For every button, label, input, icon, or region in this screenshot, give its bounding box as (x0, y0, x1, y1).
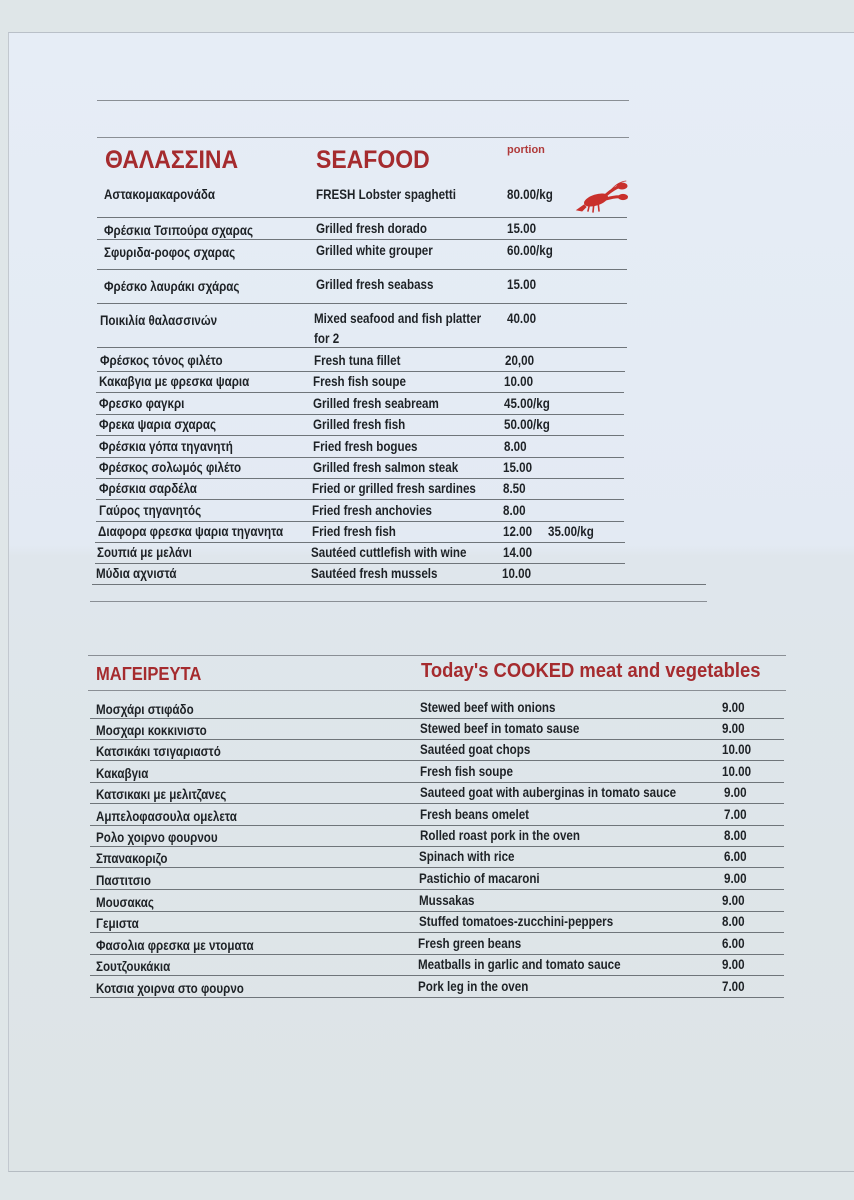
dish-english: Meatballs in garlic and tomato sauce (418, 957, 621, 972)
list-item (0, 763, 854, 783)
dish-price: 9.00 (722, 721, 745, 736)
dish-greek: Φασολια φρεσκα με ντοματα (96, 938, 254, 953)
dish-english: Fried fresh bogues (313, 439, 418, 454)
list-item (0, 276, 854, 304)
dish-price: 20,00 (505, 353, 535, 368)
list-item (0, 373, 854, 393)
list-item (0, 242, 854, 270)
list-item (0, 459, 854, 479)
dish-greek: Σουπιά με μελάνι (97, 545, 192, 560)
dish-price: 12.00 (503, 524, 533, 539)
list-item (0, 565, 854, 585)
dish-price: 7.00 (722, 979, 745, 994)
dish-greek: Γαύρος τηγανητός (99, 503, 202, 518)
dish-greek: Μουσακας (96, 895, 154, 910)
dish-greek: Κατσικάκι τσιγαριαστό (96, 744, 221, 759)
dish-price: 7.00 (724, 807, 747, 822)
dish-greek: Φρέσκο λαυράκι σχάρας (104, 279, 240, 294)
dish-english: Fried fresh anchovies (312, 503, 433, 518)
dish-price: 9.00 (722, 957, 745, 972)
dish-english: Spinach with rice (419, 849, 515, 864)
list-item (0, 416, 854, 436)
list-item (0, 220, 854, 240)
list-item (0, 438, 854, 458)
dish-english: Stewed beef in tomato sause (420, 721, 580, 736)
dish-english: Stuffed tomatoes-zucchini-peppers (419, 914, 614, 929)
dish-greek: Γεμιστα (96, 916, 139, 931)
dish-price: 80.00/kg (507, 187, 553, 202)
dish-english: Grilled white grouper (316, 243, 433, 258)
dish-english: Grilled fresh salmon steak (313, 460, 459, 475)
list-item (0, 848, 854, 868)
dish-english: Grilled fresh fish (313, 417, 406, 432)
dish-greek: Φρεσκο φαγκρι (99, 396, 185, 411)
seafood-title-english: SEAFOOD (316, 146, 430, 174)
dish-price: 6.00 (722, 936, 745, 951)
dish-english: Grilled fresh dorado (316, 221, 427, 236)
list-item (0, 480, 854, 500)
list-item (0, 352, 854, 372)
dish-greek: Κοτσια χοιρνα στο φουρνο (96, 981, 244, 996)
dish-greek: Μύδια αχνιστά (96, 566, 177, 581)
dish-greek: Κακαβγια (96, 766, 149, 781)
list-item (0, 913, 854, 933)
list-item (0, 544, 854, 564)
dish-english: Grilled fresh seabass (316, 277, 434, 292)
dish-english: Grilled fresh seabream (313, 396, 439, 411)
dish-price: 10.00 (722, 764, 752, 779)
dish-english-line2: for 2 (314, 331, 340, 346)
dish-price: 45.00/kg (504, 396, 550, 411)
divider (97, 137, 629, 138)
dish-price: 40.00 (507, 311, 537, 326)
dish-price: 14.00 (503, 545, 533, 560)
dish-greek: Φρέσκια γόπα τηγανητή (99, 439, 233, 454)
dish-price: 10.00 (504, 374, 534, 389)
dish-english: Fried or grilled fresh sardines (312, 481, 476, 496)
dish-greek: Κατσικακι με μελιτζανες (96, 787, 227, 802)
list-item (0, 978, 854, 998)
divider (88, 690, 786, 691)
dish-price: 15.00 (507, 277, 537, 292)
dish-price: 8.00 (722, 914, 745, 929)
dish-english: Rolled roast pork in the oven (420, 828, 580, 843)
dish-greek: Αμπελοφασουλα ομελετα (96, 809, 237, 824)
dish-price: 9.00 (724, 785, 747, 800)
dish-price: 15.00 (507, 221, 537, 236)
dish-greek: Ρολο χοιρνο φουρνου (96, 830, 218, 845)
dish-price: 50.00/kg (504, 417, 550, 432)
list-item (0, 395, 854, 415)
dish-english: Fried fresh fish (312, 524, 396, 539)
dish-price: 8.00 (503, 503, 526, 518)
dish-greek: Μοσχάρι στιφάδο (96, 702, 194, 717)
dish-price-per-kg: 35.00/kg (548, 524, 594, 539)
dish-price: 8.50 (503, 481, 526, 496)
list-item (0, 827, 854, 847)
dish-english: Sautéed cuttlefish with wine (311, 545, 467, 560)
dish-greek: Κακαβγια με φρεσκα ψαρια (99, 374, 250, 389)
dish-greek: Σφυριδα-ροφος σχαρας (104, 245, 236, 260)
list-item (0, 699, 854, 719)
list-item (0, 806, 854, 826)
divider (88, 655, 786, 656)
divider (97, 100, 629, 101)
list-item (0, 720, 854, 740)
dish-price: 6.00 (724, 849, 747, 864)
dish-greek: Φρεκα ψαρια σχαρας (99, 417, 217, 432)
dish-english: Sautéed fresh mussels (311, 566, 438, 581)
dish-price: 60.00/kg (507, 243, 553, 258)
dish-price: 9.00 (724, 871, 747, 886)
dish-english: Sautéed goat chops (420, 742, 531, 757)
dish-greek: Μοσχαρι κοκκινιστο (96, 723, 207, 738)
dish-greek: Διαφορα φρεσκα ψαρια τηγανητα (98, 524, 284, 539)
dish-english: Fresh beans omelet (420, 807, 530, 822)
seafood-title-greek: ΘΑΛΑΣΣΙΝΑ (105, 146, 239, 174)
dish-price: 8.00 (724, 828, 747, 843)
dish-price: 10.00 (722, 742, 752, 757)
dish-price: 9.00 (722, 893, 745, 908)
dish-english: Pastichio of macaroni (419, 871, 540, 886)
dish-english: FRESH Lobster spaghetti (316, 187, 456, 202)
dish-greek: Ποικιλία θαλασσινών (100, 313, 218, 328)
list-item (0, 784, 854, 804)
dish-english: Fresh fish soupe (313, 374, 406, 389)
list-item (0, 741, 854, 761)
list-item (0, 523, 854, 543)
dish-english: Pork leg in the oven (418, 979, 529, 994)
dish-english: Fresh green beans (418, 936, 522, 951)
dish-english: Stewed beef with onions (420, 700, 556, 715)
dish-english: Mussakas (419, 893, 475, 908)
dish-english: Fresh fish soupe (420, 764, 513, 779)
portion-label: portion (507, 144, 545, 156)
list-item (0, 956, 854, 976)
dish-greek: Φρέσκια Τσιπούρα σχαρας (104, 223, 254, 238)
divider (90, 601, 707, 602)
dish-price: 9.00 (722, 700, 745, 715)
list-item (0, 935, 854, 955)
dish-greek: Φρέσκος σολωμός φιλέτο (99, 460, 242, 475)
cooked-title-greek: ΜΑΓΕΙΡΕΥΤΑ (96, 664, 202, 684)
dish-english: Fresh tuna fillet (314, 353, 401, 368)
dish-greek: Αστακομακαρονάδα (104, 187, 216, 202)
list-item (0, 892, 854, 912)
dish-greek: Παστιτσιο (96, 873, 151, 888)
list-item (0, 502, 854, 522)
dish-english: Sauteed goat with auberginas in tomato sauce (420, 785, 677, 800)
dish-price: 8.00 (504, 439, 527, 454)
cooked-title-english: Today's CΟOKED meat and vegetables (421, 660, 761, 682)
dish-greek: Σουτζουκάκια (96, 959, 171, 974)
dish-greek: Φρέσκια σαρδέλα (99, 481, 197, 496)
dish-english: Mixed seafood and fish platter (314, 311, 482, 326)
dish-price: 15.00 (503, 460, 533, 475)
list-item (0, 310, 854, 348)
dish-greek: Σπανακοριζο (96, 851, 168, 866)
dish-price: 10.00 (502, 566, 532, 581)
dish-greek: Φρέσκος τόνος φιλέτο (100, 353, 223, 368)
list-item (0, 186, 854, 218)
list-item (0, 870, 854, 890)
